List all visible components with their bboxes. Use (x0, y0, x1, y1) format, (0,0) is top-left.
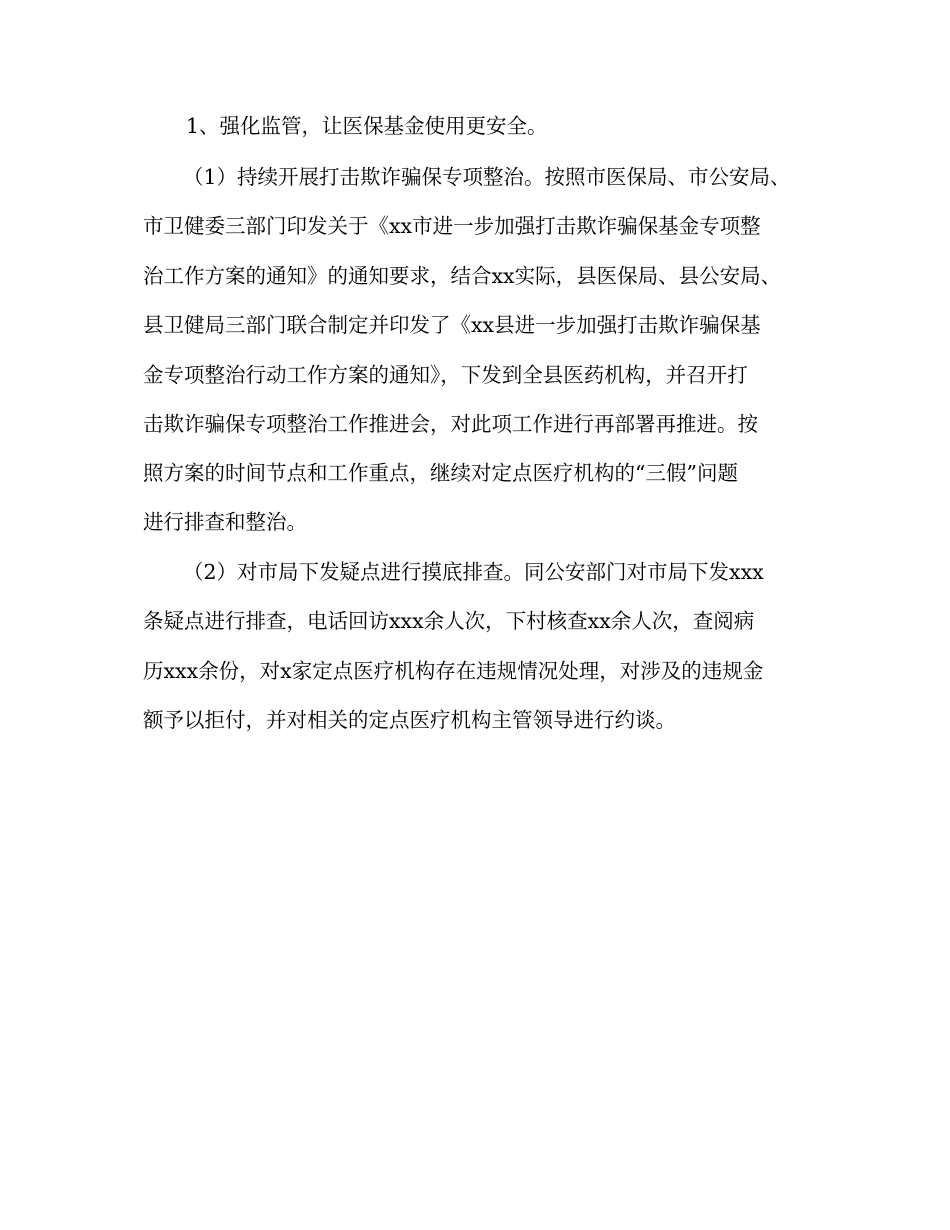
paragraph-1-line-4: 县卫健局三部门联合制定并印发了《xx县进一步加强打击欺诈骗保基 (143, 313, 761, 337)
paragraph-1-line-5: 金专项整治行动工作方案的通知》，下发到全县医药机构，并召开打 (143, 363, 748, 387)
paragraph-1-line-2: 市卫健委三部门印发关于《xx市进一步加强打击欺诈骗保基金专项整 (143, 214, 761, 238)
paragraph-2-line-3: 历xxx余份，对x家定点医疗机构存在违规情况处理，对涉及的违规金 (143, 659, 764, 683)
paragraph-1-line-8: 进行排查和整治。 (143, 510, 307, 534)
paragraph-1-line-7: 照方案的时间节点和工作重点，继续对定点医疗机构的“三假”问题 (143, 461, 738, 485)
paragraph-2-line-2: 条疑点进行排查，电话回访xxx余人次，下村核查xx余人次，查阅病 (143, 609, 755, 633)
paragraph-2-line-1: （2）对市局下发疑点进行摸底排查。同公安部门对市局下发xxx (183, 560, 764, 584)
paragraph-1-line-6: 击欺诈骗保专项整治工作推进会，对此项工作进行再部署再推进。按 (143, 412, 758, 436)
section-heading: 1、强化监管，让医保基金使用更安全。 (186, 114, 548, 138)
paragraph-2-line-4: 额予以拒付，并对相关的定点医疗机构主管领导进行约谈。 (143, 708, 676, 732)
paragraph-1-line-1: （1）持续开展打击欺诈骗保专项整治。按照市医保局、市公安局、 (183, 165, 791, 189)
paragraph-1-line-3: 治工作方案的通知》的通知要求，结合xx实际，县医保局、县公安局、 (143, 264, 782, 288)
